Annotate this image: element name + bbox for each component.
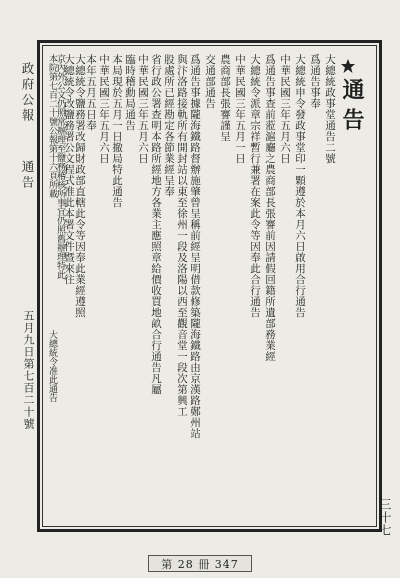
gazette-title: 政府公報: [20, 62, 35, 124]
notice-column: 大總統令派章宗祥暫行兼署在案此令等因奉此合行通告: [249, 54, 261, 318]
section-label: 通告: [20, 160, 35, 191]
notice-column: 爲通告事據隴海鐵路督辦施肇曾呈稱前經呈明借款修築隴海鐵路由京漢路鄭州站: [189, 54, 201, 439]
notice-column: 中華民國三年五月六日: [279, 54, 291, 164]
annex-column: 大總統令改鹽務署公文程式准此本署文件暨來往: [63, 54, 75, 285]
notice-column: 爲通告事奉: [309, 54, 321, 109]
star-ornament-icon: [340, 58, 356, 78]
annex-column: 大總統令准此通告: [47, 330, 57, 402]
notice-column: 臨時稽勳局通告: [124, 54, 136, 131]
notice-heading: 通告: [339, 78, 365, 138]
notice-column: 交通部通告: [204, 54, 216, 109]
notice-column: 股處所已經勘定各節業經呈奉: [163, 54, 175, 197]
notice-column: 爲通告事查前蒞滬廳之農商部長張謇前因請假回籍所遺部務業經: [264, 54, 276, 362]
notice-column: 本局現於五月一日撤局特此通告: [111, 54, 123, 208]
annex-column: 本院第七百二十號公報第十六頁所載: [47, 54, 57, 198]
notice-column: 大總統申令發政事堂印一顆遵於本月六日啟用合行通告: [294, 54, 306, 318]
volume-label: 第 28 冊 347: [148, 555, 252, 572]
issue-info: 五月九日第七百二十號: [22, 310, 35, 430]
notice-column: 農商部長張謇謹呈: [219, 54, 231, 142]
notice-column: 省行政公署查明本路所經地方各業主應照章給價收買地畝合行通告凡屬: [150, 54, 162, 395]
notice-column: 中華民國三年五月六日: [137, 54, 149, 164]
notice-column: 大總統政事堂通告二號: [324, 54, 336, 164]
notice-column: 中華民國三年五月一日: [234, 54, 246, 164]
annex-column: 本年五月五日奉: [85, 54, 97, 131]
notice-column: 中華民國三年五月六日: [98, 54, 110, 164]
notice-column: 與汴洛路接軌所有開封站以東至徐州一段及洛陽以西至觀音堂一段次第興工: [176, 54, 188, 417]
page-number: 三十七: [378, 498, 392, 537]
annex-column: 京內外公文仍照常辦理至鹽務稽核所事宜仍照舊辦理特此: [55, 54, 65, 279]
annex-column: 大總統令鹽務署改歸財政部直轄此令等因奉此業經遵照: [74, 54, 86, 318]
